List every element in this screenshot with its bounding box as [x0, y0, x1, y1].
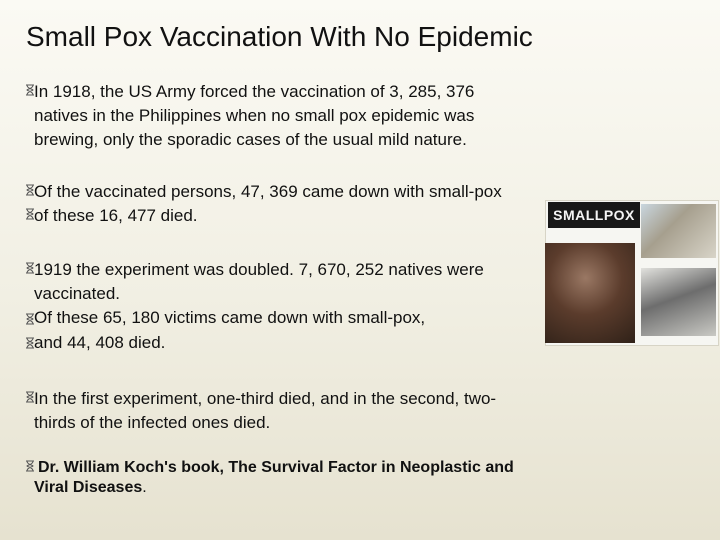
child-photo	[545, 243, 635, 343]
bullet-text: brewing, only the sporadic cases of the usual mild nature.	[34, 130, 467, 149]
bullet-text: natives in the Philippines when no small pox epidemic was	[34, 106, 475, 125]
slide-title: Small Pox Vaccination With No Epidemic	[26, 21, 533, 52]
bullet-text: Of the vaccinated persons, 47, 369 came down with small-pox	[34, 182, 502, 201]
vaccination-photo	[641, 204, 716, 258]
bullet-text: In the first experiment, one-third died, and in the second, two-	[34, 389, 497, 408]
bullet-text: thirds of the infected ones died.	[34, 413, 271, 432]
source-citation-line2: Viral Diseases.	[34, 479, 147, 496]
source-citation: Dr. William Koch's book, The Survival Factor in Neoplastic and	[38, 459, 514, 476]
bullet-text: In 1918, the US Army forced the vaccination of 3, 285, 376	[34, 82, 475, 101]
bullet-text: and 44, 408 died.	[34, 333, 166, 352]
patients-photo	[641, 268, 716, 336]
bullet-text: of these 16, 477 died.	[34, 206, 198, 225]
bullet-text: 1919 the experiment was doubled. 7, 670, 252 natives were	[34, 260, 484, 279]
hourglass-icon	[24, 460, 36, 472]
bullet-text: vaccinated.	[34, 284, 120, 303]
smallpox-photo-label: SMALLPOX	[548, 202, 640, 228]
bullet-text: Of these 65, 180 victims came down with small-pox,	[34, 308, 426, 327]
